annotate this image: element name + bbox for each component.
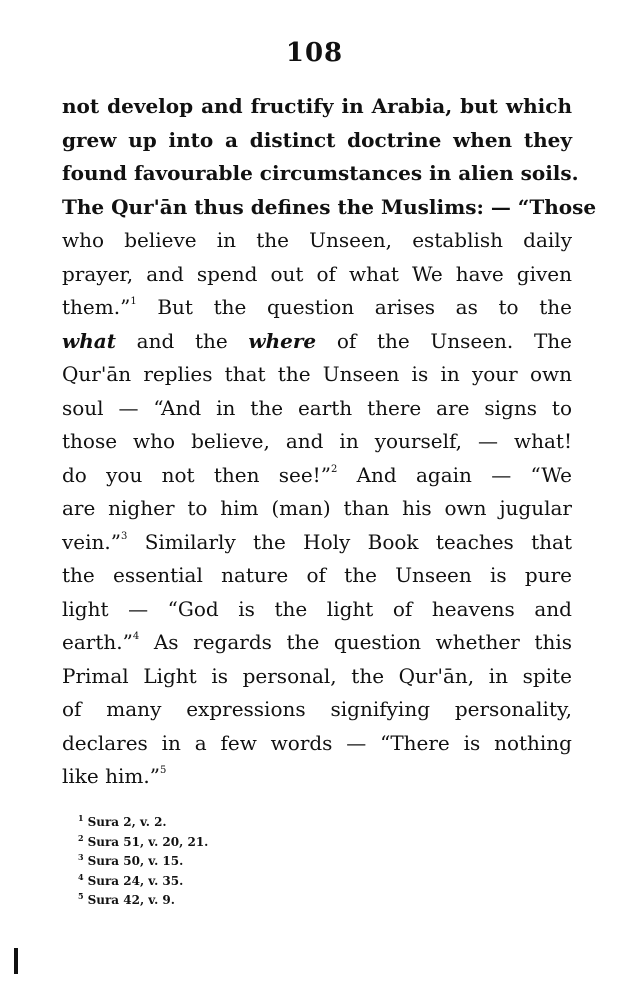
text-segment: vein.” [62,529,121,554]
footnote-mark: 3 [78,852,84,862]
footnotes [78,813,208,911]
text-segment: like him.” [62,764,160,788]
scan-edge-mark [14,948,18,974]
footnote [78,891,208,911]
text-line-4: The Qur'ān thus defines the Muslims: — “Those [62,194,597,219]
footnote-text: Sura 51, v. 20, 21. [87,834,209,849]
footnote-ref-2: 2 [330,463,338,475]
text-line-10: soul — “And in the earth there are signs to [62,395,572,420]
text-segment: And again — “We [356,462,572,487]
text-line-11: those who believe, and in yourself, — what! [62,429,572,453]
text-line-7 [62,291,572,325]
footnote-mark: 4 [78,871,84,882]
text-line-19: of many expressions signifying personality, [62,697,572,721]
footnote-text: Sura 42, v. 9. [87,893,175,907]
text-line-16: light — “God is the light of heavens and [62,596,572,621]
page-number: 108 [285,38,344,68]
footnote [78,872,208,892]
text-line-5: who believe in the Unseen, establish daily [62,228,572,252]
text-segment: and the [136,328,228,353]
text-segment: do you not then see!” [62,462,331,487]
footnote-ref-3: 3 [121,530,128,542]
footnote-text: Sura 2, v. 2. [87,815,167,829]
footnote [78,833,208,853]
footnote [78,852,208,872]
footnote-text: Sura 24, v. 35. [87,873,184,888]
footnote-ref-1: 1 [130,296,137,307]
text-line-20: declares in a few words — “There is nothing [62,730,572,755]
text-segment: Similarly the Holy Book teaches that [144,529,573,554]
footnote-mark: 1 [78,813,84,823]
text-line-3: found favourable circumstances in alien soils. [62,161,579,185]
footnote-ref-4: 4 [132,631,140,642]
text-line-18: Primal Light is personal, the Qur'ān, in spite [62,663,572,688]
text-segment: them.” [62,295,131,319]
footnote-ref-5: 5 [159,765,167,776]
text-line-15: the essential nature of the Unseen is pure [62,563,572,587]
text-segment: of the Unseen. The [336,328,573,353]
text-line-8 [62,325,572,359]
text-line-17 [62,626,572,660]
text-line-6: prayer, and spend out of what We have given [62,261,572,286]
text-line-2: grew up into a distinct doctrine when they [62,127,572,152]
italic-word-what: what [62,328,116,353]
text-segment: As regards the question whether this [153,630,572,654]
footnote-mark: 2 [78,832,84,843]
footnote [78,813,208,833]
footnote-text: Sura 50, v. 15. [87,854,184,868]
text-line-13: are nigher to him (man) than his own jugular [62,496,572,520]
text-segment: earth.” [62,630,133,654]
footnote-mark: 5 [78,891,84,901]
text-line-9: Qur'ān replies that the Unseen is in your own [62,362,572,386]
body-text [62,90,597,794]
text-line-14 [62,526,572,560]
italic-word-where: where [248,328,317,353]
text-line-21 [62,760,572,794]
text-line-12 [62,459,572,493]
text-line-1: not develop and fructify in Arabia, but which [62,94,572,118]
text-segment: But the question arises as to the [157,295,573,319]
